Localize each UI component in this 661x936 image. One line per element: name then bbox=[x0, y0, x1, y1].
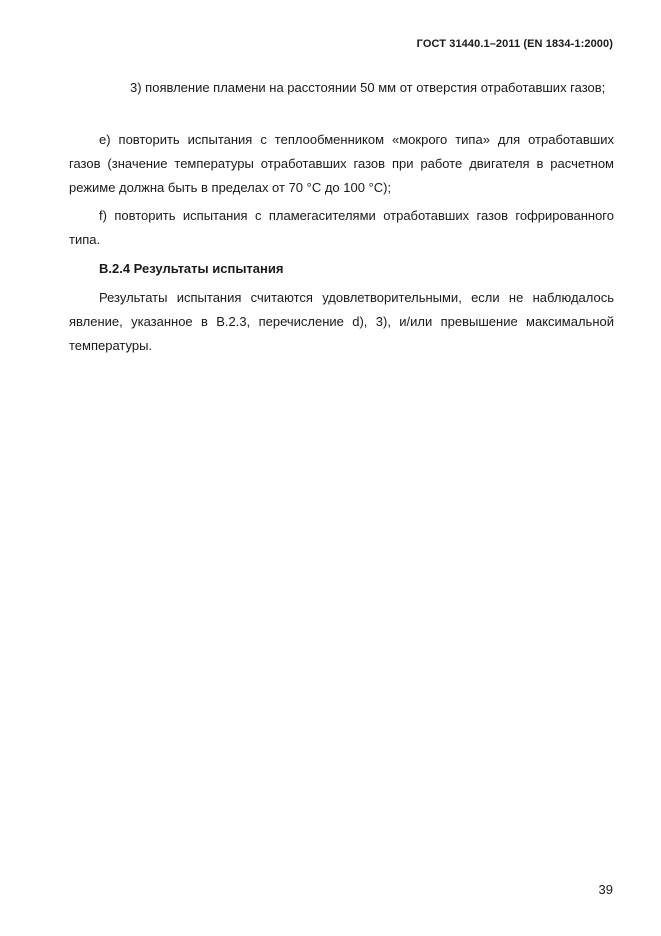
list-item-3-text: 3) появление пламени на расстоянии 50 мм от отверстия отработавших газов; bbox=[130, 80, 606, 95]
document-header-code: ГОСТ 31440.1–2011 (EN 1834-1:2000) bbox=[416, 38, 613, 50]
section-heading: В.2.4 Результаты испытания bbox=[99, 261, 284, 276]
paragraph-f: f) повторить испытания с пламегасителями отработавших газов гофрированного типа. bbox=[69, 208, 614, 247]
list-item-3 bbox=[130, 76, 614, 100]
paragraph-e: е) повторить испытания с теплообменником «мокрого типа» для отработавших газов (значение температуры отработавших газов при работе двигателя в расчетном режиме должна быть в пределах от 70 °С до 100 °С); bbox=[69, 132, 614, 195]
page-number: 39 bbox=[598, 882, 613, 897]
results-paragraph: Результаты испытания считаются удовлетворительными, если не наблюдалось явление, указанное в В.2.3, перечисление d), 3), и/или превышение максимальной температуры. bbox=[69, 290, 614, 353]
